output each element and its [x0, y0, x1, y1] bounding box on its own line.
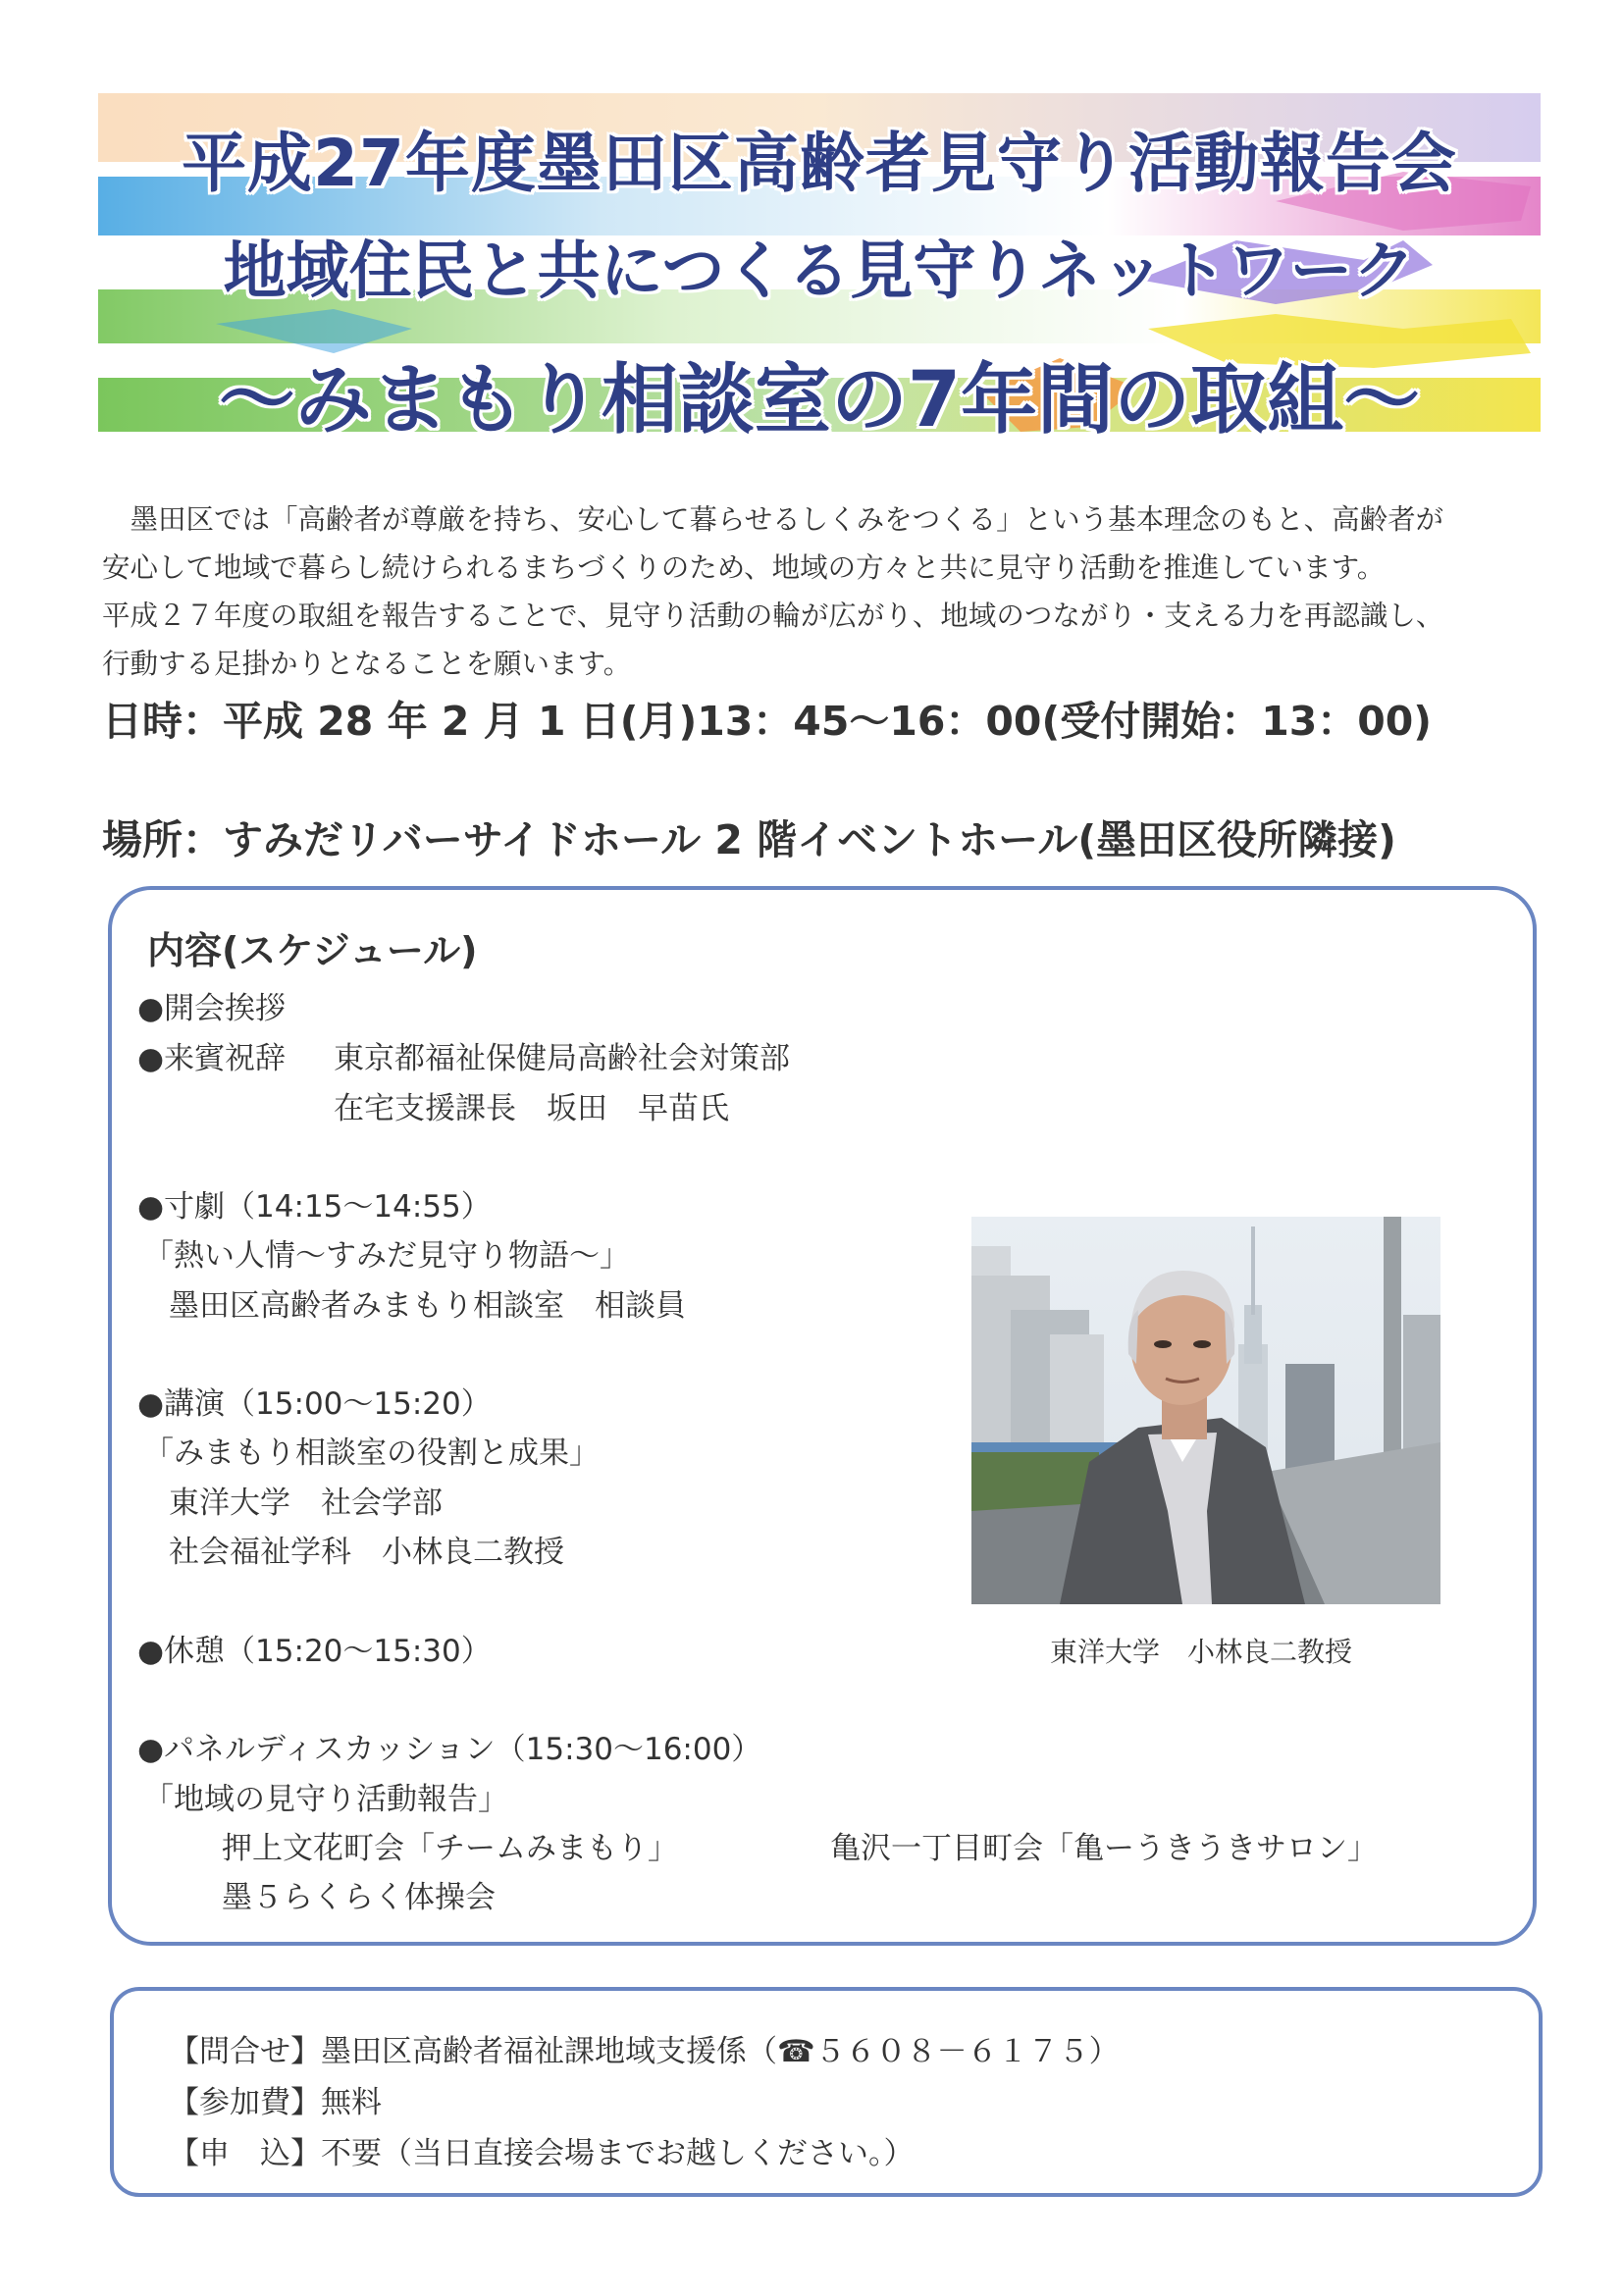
schedule-skit-label: ●寸劇（14:15～14:55）	[137, 1189, 492, 1225]
title-line-1: 平成27年度墨田区高齢者見守り活動報告会	[182, 126, 1457, 201]
schedule-heading: 内容(スケジュール)	[147, 929, 478, 972]
schedule-guest-org: 東京都福祉保健局高齢社会対策部	[334, 1041, 790, 1076]
contact-fee: 【参加費】無料	[169, 2085, 382, 2120]
schedule-lecture-title: 「みまもり相談室の役割と成果」	[143, 1435, 600, 1471]
title-banner	[98, 93, 1541, 466]
contact-inquiry: 【問合せ】墨田区高齢者福祉課地域支援係（☎５６０８－６１７５）	[169, 2034, 1120, 2069]
event-datetime: 日時：平成 28 年 2 月 1 日(月)13：45～16：00(受付開始：13：00)	[102, 698, 1433, 745]
schedule-lecture-org2: 社会福祉学科 小林良二教授	[169, 1535, 564, 1570]
schedule-panel-title: 「地域の見守り活動報告」	[143, 1782, 508, 1817]
schedule-skit-cast: 墨田区高齢者みまもり相談室 相談員	[169, 1288, 686, 1324]
title-line-2: 地域住民と共につくる見守りネットワーク	[223, 235, 1416, 308]
schedule-panel-label: ●パネルディスカッション（15:30～16:00）	[137, 1732, 762, 1767]
schedule-panel-group-1: 押上文花町会「チームみまもり」	[222, 1831, 678, 1866]
schedule-skit-title: 「熱い人情～すみだ見守り物語～」	[143, 1238, 630, 1274]
schedule-panel-group-2: 亀沢一丁目町会「亀ーうきうきサロン」	[830, 1831, 1378, 1866]
schedule-lecture-org1: 東洋大学 社会学部	[169, 1486, 443, 1521]
intro-line: 墨田区では「高齢者が尊厳を持ち、安心して暮らせるしくみをつくる」という基本理念のもと、高齢者が	[102, 503, 1444, 536]
schedule-lecture-label: ●講演（15:00～15:20）	[137, 1386, 492, 1422]
intro-line: 安心して地域で暮らし続けられるまちづくりのため、地域の方々と共に見守り活動を推進しています。	[102, 551, 1386, 584]
schedule-guest-label: ●来賓祝辞	[137, 1041, 287, 1076]
intro-line: 平成２７年度の取組を報告することで、見守り活動の輪が広がり、地域のつながり・支える力を再認識し、	[102, 600, 1444, 632]
event-place: 場所：すみだリバーサイドホール 2 階イベントホール(墨田区役所隣接)	[102, 816, 1396, 863]
intro-line: 行動する足掛かりとなることを願います。	[102, 648, 632, 680]
schedule-panel-group-3: 墨５らくらく体操会	[222, 1880, 496, 1915]
speaker-photo	[971, 1217, 1440, 1604]
title-line-3: ～みまもり相談室の7年間の取組～	[218, 356, 1421, 444]
speaker-photo-image	[971, 1217, 1440, 1604]
schedule-break: ●休憩（15:20～15:30）	[137, 1634, 492, 1669]
schedule-guest-name: 在宅支援課長 坂田 早苗氏	[334, 1091, 729, 1126]
schedule-opening: ●開会挨拶	[137, 991, 287, 1026]
photo-caption: 東洋大学 小林良二教授	[1050, 1636, 1353, 1668]
contact-application: 【申 込】不要（当日直接会場までお越しください。）	[169, 2136, 915, 2171]
intro-paragraph	[102, 496, 1544, 688]
